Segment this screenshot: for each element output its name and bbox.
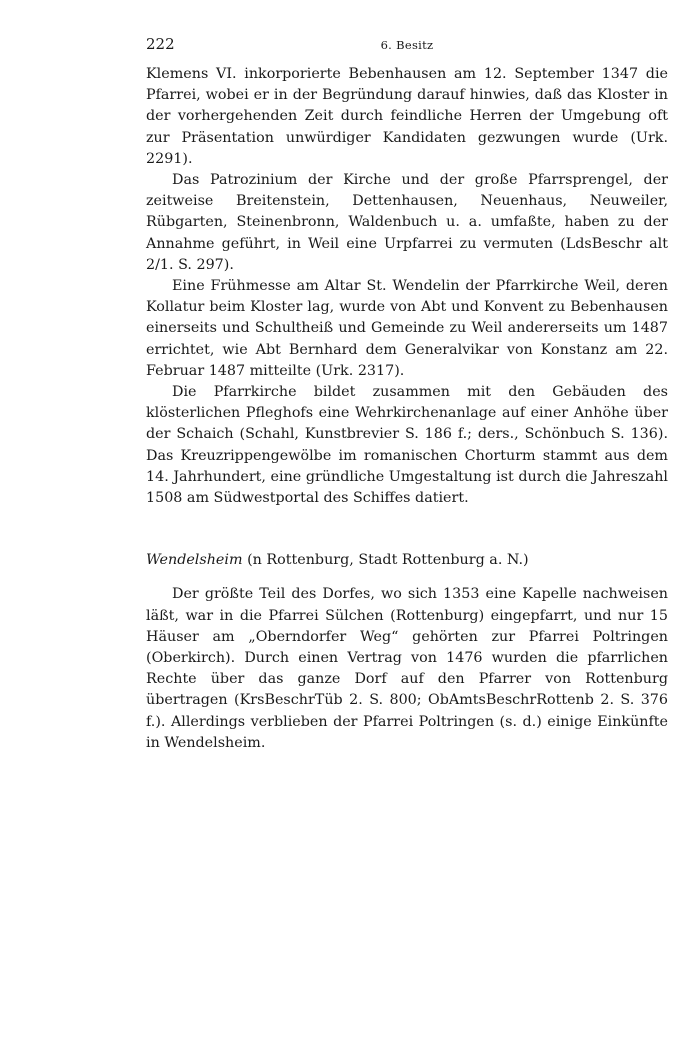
book-page xyxy=(146,34,668,754)
paragraph-fruehmesse: Eine Frühmesse am Altar St. Wendelin der Pfarrkirche Weil, deren Kollatur beim Kloster lag, wurde von Abt und Konvent zu Bebenhausen einerseits und Schultheiß und Gemeinde zu Weil andererseits um 1487 errichtet, wie Abt Bernhard dem Generalvikar von Konstanz am 22. Februar 1487 mitteilte (Urk. 2317). xyxy=(146,278,668,379)
entry-body xyxy=(146,584,668,754)
paragraph-pfarrkirche: Die Pfarrkirche bildet zusammen mit den Gebäuden des klösterlichen Pfleghofs eine Wehrkirchenanlage auf einer Anhöhe über der Schaich (Schahl, Kunstbrevier S. 186 f.; ders., Schönbuch S. 136). Das Kreuzrippengewölbe im romanischen Chorturm stammt aus dem 14. Jahrhundert, eine gründliche Umgestaltung ist durch die Jahreszahl 1508 am Südwestportal des Schiffes datiert. xyxy=(146,384,668,507)
entry-heading xyxy=(146,550,668,571)
paragraph-patrozinium: Das Patrozinium der Kirche und der große Pfarrsprengel, der zeitweise Breitenstein, Dettenhausen, Neuenhaus, Neuweiler, Rübgarten, Steinenbronn, Waldenbuch u. a. umfaßte, haben zu der Annahme geführt, in Weil eine Urpfarrei zu vermuten (LdsBeschr alt 2/1. S. 297). xyxy=(146,172,668,273)
running-title: 6. Besitz xyxy=(380,38,434,52)
entry-location: (n Rottenburg, Stadt Rottenburg a. N.) xyxy=(242,552,529,569)
entry-place-name: Wendelsheim xyxy=(146,552,243,569)
paragraph-wendelsheim: Der größte Teil des Dorfes, wo sich 1353 eine Kapelle nachweisen läßt, war in die Pfarrei Sülchen (Rottenburg) eingepfarrt, und nur 15 Häuser am „Oberndorfer Weg“ gehörten zur Pfarrei Poltringen (Oberkirch). Durch einen Vertrag von 1476 wurden die pfarrlichen Rechte über das ganze Dorf auf den Pfarrer von Rottenburg übertragen (KrsBeschrTüb 2. S. 800; ObAmtsBeschrRottenb 2. S. 376 f.). Allerdings verblieben der Pfarrei Poltringen (s. d.) einige Einkünfte in Wendelsheim. xyxy=(146,586,668,751)
running-head xyxy=(146,34,668,56)
page-number: 222 xyxy=(146,35,175,53)
body-text xyxy=(146,64,668,509)
paragraph-inkorporation: Klemens VI. inkorporierte Bebenhausen am 12. September 1347 die Pfarrei, wobei er in der Begründung darauf hinwies, daß das Kloster in der vorhergehenden Zeit durch feindliche Herren der Umgebung oft zur Präsentation unwürdiger Kandidaten gezwungen wurde (Urk. 2291). xyxy=(146,66,668,167)
